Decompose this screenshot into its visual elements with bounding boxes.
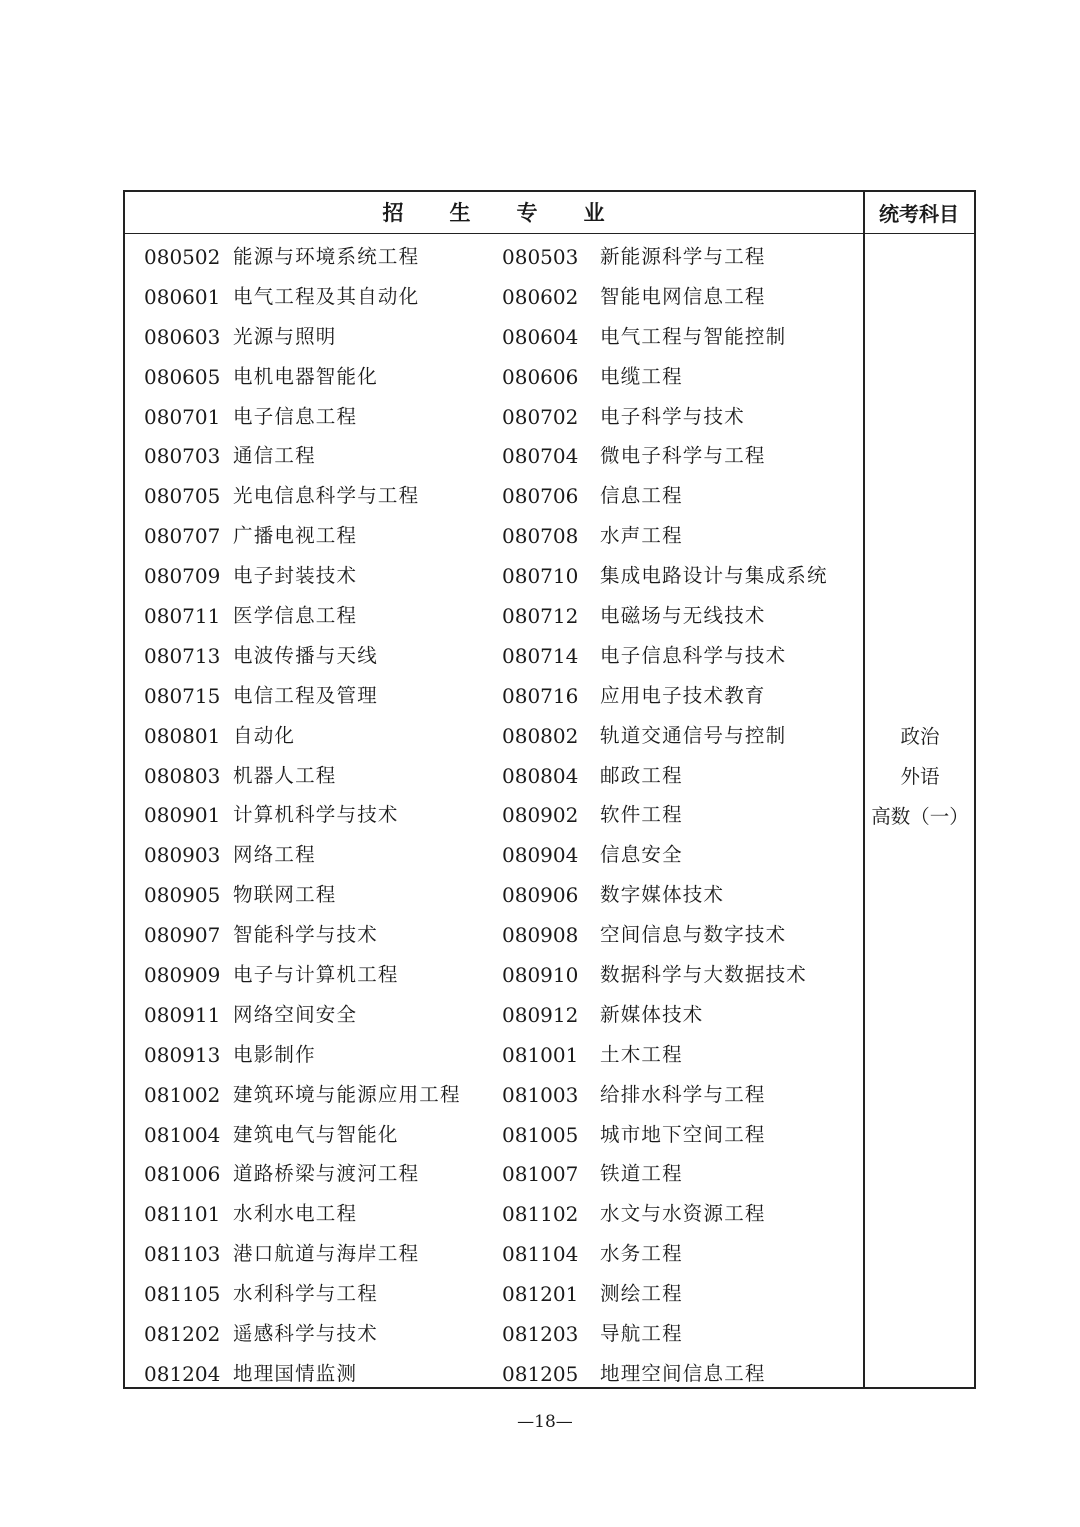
table-row [125,596,864,636]
major-code: 081205 [502,1361,579,1386]
table-row [125,1314,864,1354]
major-name: 导航工程 [600,1322,683,1346]
major-code: 081005 [502,1122,579,1147]
major-name: 电子信息科学与技术 [600,643,787,667]
major-name: 电波传播与天线 [233,643,378,667]
major-code: 081007 [502,1162,579,1187]
major-code: 080905 [144,883,221,908]
major-name: 信息工程 [600,484,683,508]
major-name: 集成电路设计与集成系统 [600,564,828,588]
major-code: 081203 [502,1322,579,1347]
major-code: 080716 [502,683,579,708]
major-name: 电信工程及管理 [233,683,378,707]
major-code: 080604 [502,324,579,349]
major-name: 电气工程与智能控制 [600,324,787,348]
major-name: 数字媒体技术 [600,883,725,907]
major-code: 080901 [144,803,221,828]
table-row [125,516,864,556]
major-code: 080703 [144,444,221,469]
header-major-char: 生 [449,201,473,225]
major-code: 081002 [144,1082,221,1107]
major-code: 080804 [502,763,579,788]
major-code: 080707 [144,524,221,549]
table-row [125,716,864,756]
major-code: 080708 [502,524,579,549]
major-code: 080503 [502,245,579,269]
major-name: 空间信息与数字技术 [600,923,787,947]
major-name: 地理国情监测 [233,1361,358,1385]
major-name: 电磁场与无线技术 [600,604,766,628]
major-code: 080601 [144,284,221,309]
major-rows [125,237,864,1394]
major-code: 080704 [502,444,579,469]
major-name: 水利水电工程 [233,1202,358,1226]
major-name: 电子科学与技术 [600,404,745,428]
enrollment-table [123,190,976,1389]
page-number: —18— [517,1412,573,1432]
major-name: 物联网工程 [233,883,337,907]
major-code: 080904 [502,843,579,868]
major-code: 080705 [144,484,221,509]
major-name: 建筑环境与能源应用工程 [233,1082,461,1106]
major-name: 电子与计算机工程 [233,963,399,987]
table-row [125,955,864,995]
table-row [125,835,864,875]
major-code: 080803 [144,763,221,788]
header-subject: 统考科目 [879,201,959,226]
table-row [125,357,864,397]
major-name: 数据科学与大数据技术 [600,963,808,987]
table-row [125,995,864,1035]
major-name: 应用电子技术教育 [600,683,766,707]
major-code: 080702 [502,404,579,429]
major-name: 智能电网信息工程 [600,284,766,308]
major-name: 地理空间信息工程 [600,1361,766,1385]
table-row [125,1234,864,1274]
major-code: 080701 [144,404,221,429]
table-row [125,875,864,915]
table-row [125,237,864,277]
major-code: 080711 [144,604,221,629]
table-row [125,756,864,796]
major-name: 电缆工程 [600,364,683,388]
major-code: 081001 [502,1042,579,1067]
major-name: 轨道交通信号与控制 [600,723,787,747]
major-name: 能源与环境系统工程 [233,245,420,268]
major-name: 电气工程及其自动化 [233,284,420,308]
major-name: 信息安全 [600,843,683,867]
major-code: 081003 [502,1082,579,1107]
major-name: 水务工程 [600,1242,683,1266]
major-code: 081104 [502,1242,579,1267]
major-code: 080912 [502,1002,579,1027]
table-row [125,1075,864,1115]
major-code: 080713 [144,643,221,668]
table-header [125,192,974,234]
major-name: 光电信息科学与工程 [233,484,420,508]
major-name: 建筑电气与智能化 [233,1122,399,1146]
major-name: 给排水科学与工程 [600,1082,766,1106]
major-code: 081102 [502,1202,579,1227]
table-row [125,1194,864,1234]
major-code: 080502 [144,245,221,269]
major-name: 广播电视工程 [233,524,358,548]
major-name: 电子封装技术 [233,564,358,588]
major-name: 土木工程 [600,1042,683,1066]
major-code: 080908 [502,923,579,948]
major-code: 080712 [502,604,579,629]
major-name: 光源与照明 [233,324,337,348]
major-code: 081103 [144,1242,221,1267]
major-name: 计算机科学与技术 [233,803,399,827]
header-major-char: 业 [583,201,607,225]
major-code: 080909 [144,963,221,988]
major-code: 081004 [144,1122,221,1147]
major-name: 机器人工程 [233,763,337,787]
major-name: 通信工程 [233,444,316,468]
major-code: 081204 [144,1361,221,1386]
major-code: 080913 [144,1042,221,1067]
major-name: 遥感科学与技术 [233,1322,378,1346]
major-name: 电机电器智能化 [233,364,378,388]
major-name: 水利科学与工程 [233,1282,378,1306]
subject-item: 高数（一） [871,805,969,828]
subject-item: 政治 [900,725,940,748]
major-code: 080902 [502,803,579,828]
major-name: 微电子科学与工程 [600,444,766,468]
major-name: 港口航道与海岸工程 [233,1242,420,1266]
major-code: 080603 [144,324,221,349]
major-name: 水声工程 [600,524,683,548]
major-code: 080714 [502,643,579,668]
major-name: 测绘工程 [600,1282,683,1306]
major-code: 080706 [502,484,579,509]
major-name: 自动化 [233,723,296,747]
major-code: 080911 [144,1002,221,1027]
major-code: 080910 [502,963,579,988]
table-row [125,317,864,357]
header-major [125,192,864,232]
major-name: 水文与水资源工程 [600,1202,766,1226]
major-code: 080903 [144,843,221,868]
major-name: 软件工程 [600,803,683,827]
table-row [125,1354,864,1394]
major-code: 081105 [144,1282,221,1307]
major-name: 新能源科学与工程 [600,245,766,268]
table-row [125,1035,864,1075]
major-name: 城市地下空间工程 [600,1122,766,1146]
major-name: 电影制作 [233,1042,316,1066]
major-code: 080907 [144,923,221,948]
major-code: 080709 [144,564,221,589]
header-major-char: 专 [516,201,540,225]
table-row [125,915,864,955]
major-code: 081006 [144,1162,221,1187]
major-name: 电子信息工程 [233,404,358,428]
major-code: 080710 [502,564,579,589]
table-row [125,476,864,516]
table-row [125,436,864,476]
major-code: 081101 [144,1202,221,1227]
major-code: 080906 [502,883,579,908]
header-major-char: 招 [382,201,406,225]
major-code: 080605 [144,364,221,389]
table-row [125,556,864,596]
major-code: 081201 [502,1282,579,1307]
major-code: 080606 [502,364,579,389]
major-name: 医学信息工程 [233,604,358,628]
major-code: 080801 [144,723,221,748]
major-code: 080602 [502,284,579,309]
major-code: 081202 [144,1322,221,1347]
table-row [125,1115,864,1155]
table-row [125,1154,864,1194]
table-row [125,1274,864,1314]
table-row [125,397,864,437]
major-name: 铁道工程 [600,1162,683,1186]
major-code: 080715 [144,683,221,708]
table-row [125,676,864,716]
major-name: 网络工程 [233,843,316,867]
exam-subjects [864,717,976,837]
table-row [125,636,864,676]
major-name: 道路桥梁与渡河工程 [233,1162,420,1186]
major-name: 新媒体技术 [600,1002,704,1026]
major-code: 080802 [502,723,579,748]
table-row [125,795,864,835]
table-row [125,277,864,317]
subject-item: 外语 [900,765,940,788]
major-name: 网络空间安全 [233,1002,358,1026]
major-name: 智能科学与技术 [233,923,378,947]
major-name: 邮政工程 [600,763,683,787]
